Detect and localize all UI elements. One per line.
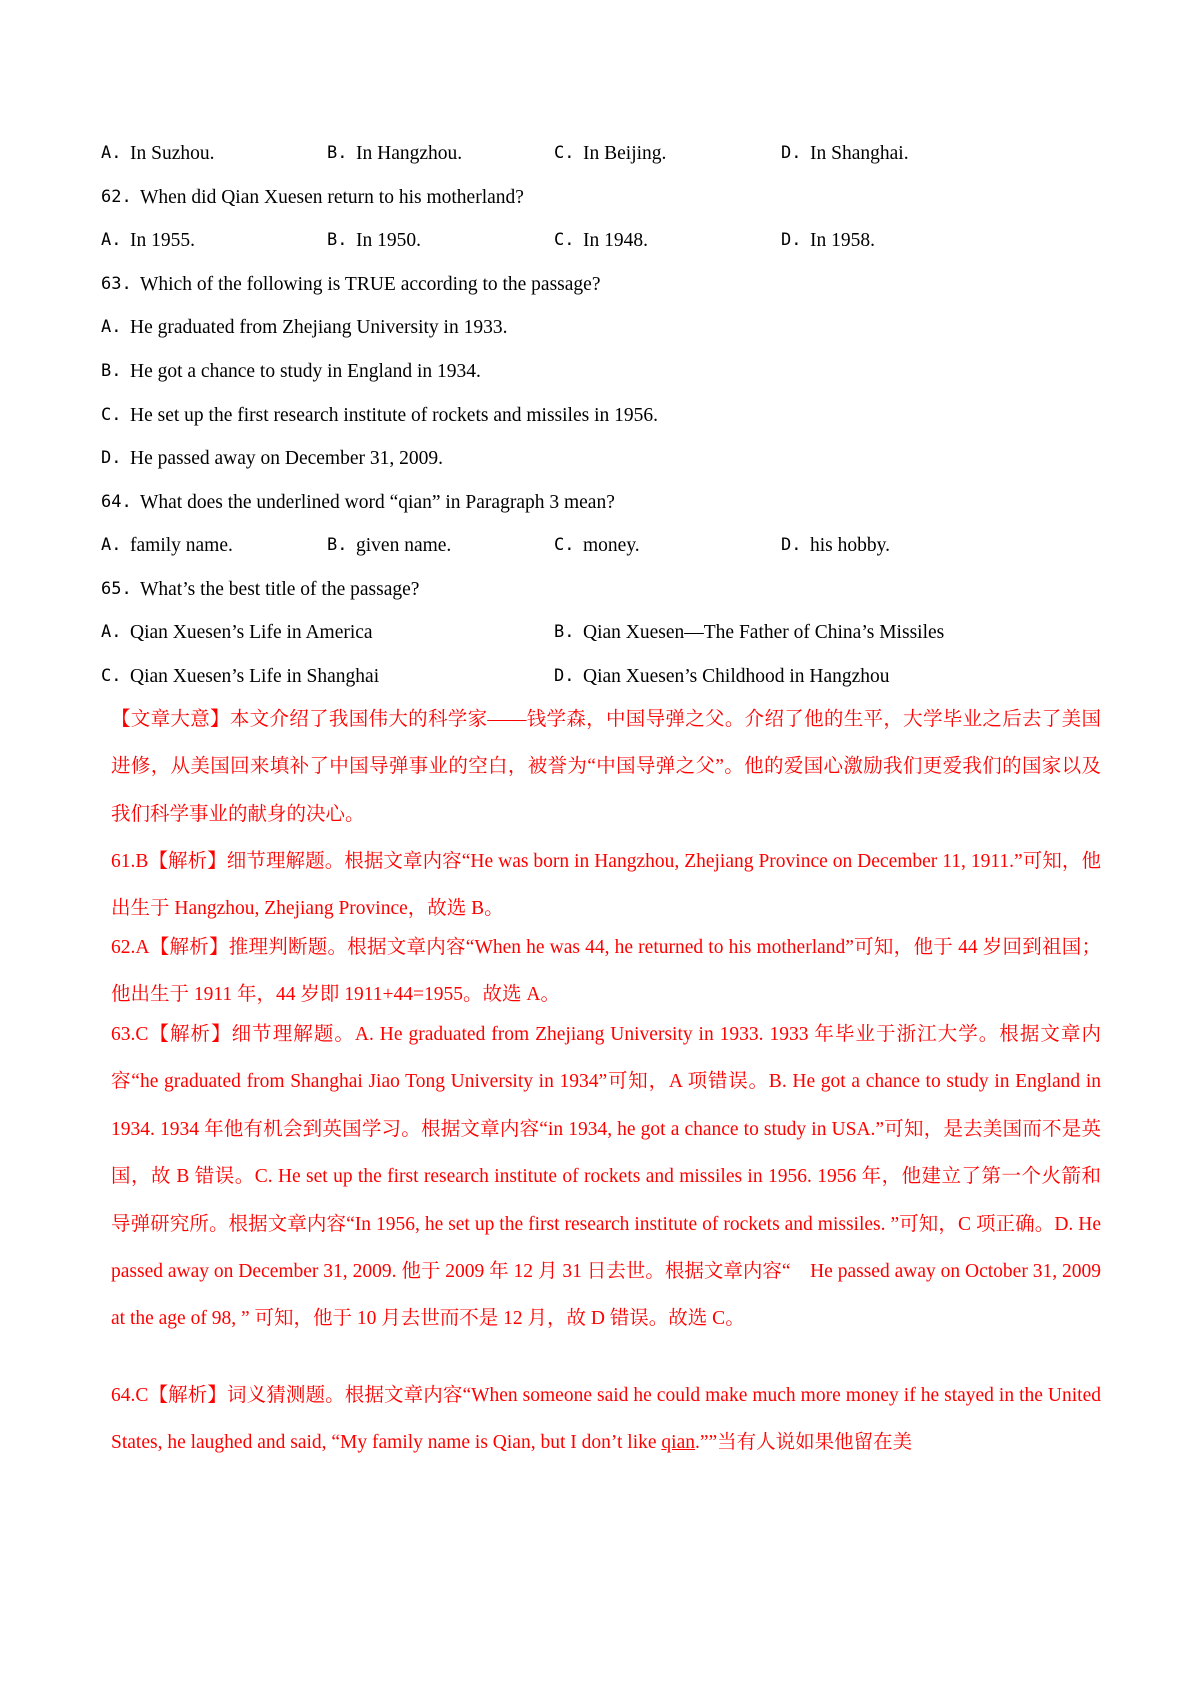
option-text: given name.	[356, 535, 452, 556]
option-text: In 1955.	[130, 230, 195, 251]
option-text: He set up the first research institute of rockets and missiles in 1956.	[130, 405, 659, 426]
q65-options-cd	[0, 653, 1200, 700]
q62-options	[0, 217, 1200, 264]
question-62	[0, 174, 1200, 221]
question-63	[0, 261, 1200, 308]
option-label: D.	[781, 535, 802, 555]
explanation-63: 63.C【解析】细节理解题。A. He graduated from Zhejiang University in 1933. 1933 年毕业于浙江大学。根据文章内容“he graduated from Shanghai Jiao Tong University in 1934”可知，A 项错误。B. He got a chance to study in England in 1934. 1934 年他有机会到英国学习。根据文章内容“in 1934, he got a chance to study in USA.”可知，是去美国而不是英国，故 B 错误。C. He set up the first research institute of rockets and missiles in 1956. 1956 年，他建立了第一个火箭和导弹研究所。根据文章内容“In 1956, he set up the first research institute of rockets and missiles. ”可知，C 项正确。D. He passed away on December 31, 2009. 他于 2009 年 12 月 31 日去世。根据文章内容“ He passed away on October 31, 2009 at the age of 98, ” 可知，他于 10 月去世而不是 12 月，故 D 错误。故选 C。	[111, 1024, 1101, 1330]
option-text: In 1948.	[583, 230, 648, 251]
option-text: family name.	[130, 535, 233, 556]
option-text: He got a chance to study in England in 1934.	[130, 361, 481, 382]
option-label: B.	[327, 535, 348, 555]
question-65	[0, 566, 1200, 613]
explanation-64	[111, 1372, 1101, 1467]
question-text: Which of the following is TRUE according to the passage?	[140, 274, 601, 295]
question-text: What’s the best title of the passage?	[140, 579, 420, 600]
option-label: C.	[554, 535, 575, 555]
option-text: Qian Xuesen’s Childhood in Hangzhou	[583, 666, 890, 687]
option-label: C.	[554, 230, 575, 250]
option-label: B.	[327, 230, 348, 250]
option-text: In Beijing.	[583, 143, 667, 164]
option-text: Qian Xuesen—The Father of China’s Missiles	[583, 622, 945, 643]
option-text: his hobby.	[810, 535, 890, 556]
option-label: A.	[101, 535, 122, 555]
option-text: In Hangzhou.	[356, 143, 463, 164]
option-label: D.	[781, 143, 802, 163]
option-label: C.	[101, 405, 122, 425]
passage-summary: 【文章大意】本文介绍了我国伟大的科学家——钱学森，中国导弹之父。介绍了他的生平，大学毕业之后去了美国进修，从美国回来填补了中国导弹事业的空白，被誉为“中国导弹之父”。他的爱国心激励我们更爱我们的国家以及我们科学事业的献身的决心。	[111, 709, 1101, 825]
option-label: B.	[327, 143, 348, 163]
q61-options	[0, 130, 1200, 177]
question-number: 62.	[101, 187, 132, 207]
question-number: 64.	[101, 492, 132, 512]
question-number: 65.	[101, 579, 132, 599]
option-text: Qian Xuesen’s Life in America	[130, 622, 373, 643]
q63-option-d	[0, 435, 1200, 482]
q63-option-a	[0, 304, 1200, 351]
explanation-64-tail: .””当有人说如果他留在美	[694, 1432, 913, 1454]
option-label: D.	[554, 666, 575, 686]
question-64	[0, 479, 1200, 526]
option-label: D.	[101, 448, 122, 468]
explanation-64-text: 64.C【解析】词义猜测题。根据文章内容“When someone said he could make much more money if he stayed in the United States, he laughed and said, “My family name is Qian, but I don’t like	[111, 1385, 1101, 1454]
explanation-61: 61.B【解析】细节理解题。根据文章内容“He was born in Hangzhou, Zhejiang Province on December 11, 1911.”可知，他出生于 Hangzhou, Zhejiang Province，故选 B。	[111, 851, 1101, 920]
option-label: A.	[101, 230, 122, 250]
q63-option-b	[0, 348, 1200, 395]
question-text: What does the underlined word “qian” in Paragraph 3 mean?	[140, 492, 615, 513]
option-label: A.	[101, 143, 122, 163]
option-text: In 1958.	[810, 230, 875, 251]
option-label: D.	[781, 230, 802, 250]
option-text: He passed away on December 31, 2009.	[130, 448, 443, 469]
q64-options	[0, 522, 1200, 569]
option-text: money.	[583, 535, 640, 556]
underlined-word: qian	[661, 1432, 695, 1454]
option-label: A.	[101, 622, 122, 642]
option-text: In Shanghai.	[810, 143, 909, 164]
option-label: C.	[101, 666, 122, 686]
option-text: In 1950.	[356, 230, 421, 251]
q65-options-ab	[0, 609, 1200, 656]
option-text: Qian Xuesen’s Life in Shanghai	[130, 666, 380, 687]
q63-option-c	[0, 392, 1200, 439]
question-text: When did Qian Xuesen return to his motherland?	[140, 187, 524, 208]
option-label: C.	[554, 143, 575, 163]
option-label: B.	[554, 622, 575, 642]
explanation-62: 62.A【解析】推理判断题。根据文章内容“When he was 44, he returned to his motherland”可知，他于 44 岁回到祖国；他出生于 1911 年，44 岁即 1911+44=1955。故选 A。	[111, 937, 1101, 1006]
option-text: In Suzhou.	[130, 143, 215, 164]
question-number: 63.	[101, 274, 132, 294]
option-label: A.	[101, 317, 122, 337]
option-text: He graduated from Zhejiang University in 1933.	[130, 317, 508, 338]
option-label: B.	[101, 361, 122, 381]
